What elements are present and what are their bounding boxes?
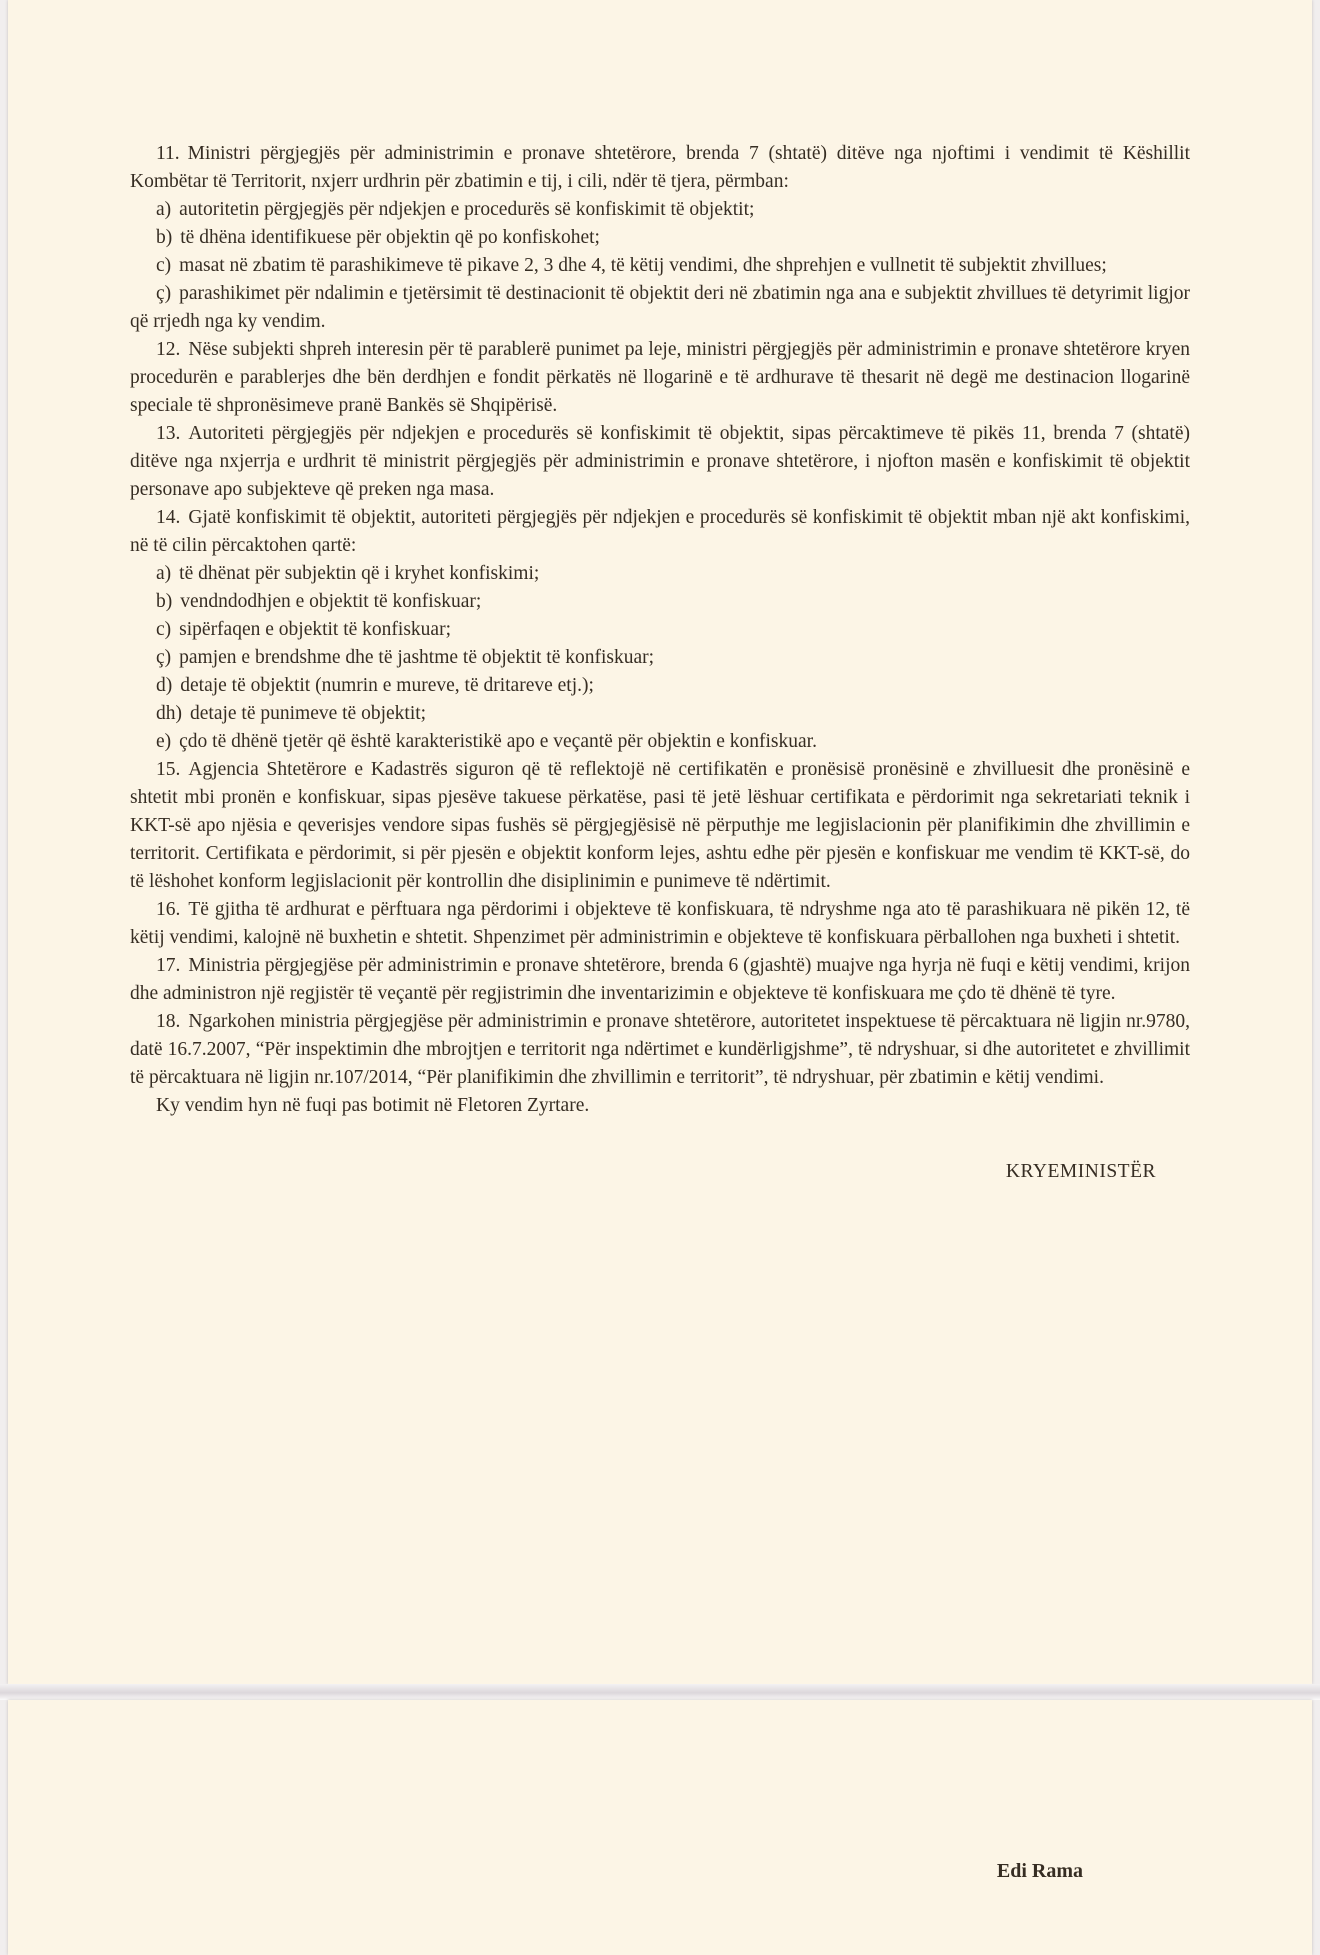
page-separator — [0, 1684, 1320, 1700]
paragraph — [130, 1008, 1190, 1092]
paragraph-text: të dhëna identifikuese për objektin që po konfiskohet; — [180, 227, 600, 248]
paragraph-label: a) — [156, 199, 172, 220]
paragraph — [130, 672, 1190, 700]
paragraph-label: 17. — [156, 955, 181, 976]
paragraph-label: c) — [156, 255, 172, 276]
paragraph — [130, 336, 1190, 420]
paragraph-label: 12. — [156, 339, 181, 360]
paragraph-text: detaje të objektit (numrin e mureve, të dritareve etj.); — [180, 675, 594, 696]
paragraph-label: 13. — [156, 423, 181, 444]
paragraph-label: ç) — [156, 647, 172, 668]
paragraph-text: Agjencia Shtetërore e Kadastrës siguron që të reflektojë në certifikatën e pronësisë pronësinë e zhvilluesit dhe pronësinë e shtetit mbi pronën e konfiskuar, sipas pjesëve takuese përkatëse, pasi të jetë lëshuar certifikata e përdorimit nga sekretariati teknik i KKT-së apo njësia e qeverisjes vendore sipas fushës së përgjegjësisë në përputhje me legjislacionin për planifikimin dhe zhvillimin e territorit. Certifikata e përdorimit, si për pjesën e objektit konform lejes, ashtu edhe për pjesën e konfiskuar me vendim të KKT-së, do të lëshohet konform legjislacionit për kontrollin dhe disiplinimin e punimeve të ndërtimit. — [130, 759, 1190, 892]
paragraph-text: autoritetin përgjegjës për ndjekjen e procedurës së konfiskimit të objektit; — [179, 199, 755, 220]
paragraph-label: 18. — [156, 1011, 181, 1032]
paragraph-label: 11. — [156, 143, 180, 164]
paragraph-label: dh) — [156, 703, 182, 724]
paragraph — [130, 728, 1190, 756]
paragraph — [130, 756, 1190, 896]
paragraph — [130, 644, 1190, 672]
paragraph-text: pamjen e brendshme dhe të jashtme të objektit të konfiskuar; — [179, 647, 655, 668]
paragraph-text: vendndodhjen e objektit të konfiskuar; — [180, 591, 482, 612]
paragraph-text: Të gjitha të ardhurat e përftuara nga përdorimi i objekteve të konfiskuara, të ndryshme nga ato të parashikuara në pikën 12, të këtij vendimi, kalojnë në buxhetin e shtetit. Shpenzimet për administrimin e objekteve të konfiskuara përballohen nga buxheti i shtetit. — [130, 899, 1190, 948]
paragraph-label: a) — [156, 563, 172, 584]
paragraph-text: të dhënat për subjektin që i kryhet konfiskimi; — [179, 563, 540, 584]
signature-name: Edi Rama — [996, 1860, 1083, 1882]
paragraph-text: Ministri përgjegjës për administrimin e pronave shtetërore, brenda 7 (shtatë) ditëve nga njoftimi i vendimit të Këshillit Kombëtar të Territorit, nxjerr urdhrin për zbatimin e tij, i cili, ndër të tjera, përmban: — [130, 143, 1190, 192]
signature-title: KRYEMINISTËR — [1005, 1161, 1156, 1182]
paragraph — [130, 504, 1190, 560]
paragraph-text: parashikimet për ndalimin e tjetërsimit të destinacionit të objektit deri në zbatimin nga ana e subjektit zhvillues të detyrimit ligjor që rrjedh nga ky vendim. — [130, 283, 1190, 332]
paragraph-label: c) — [156, 619, 172, 640]
paragraph — [130, 140, 1190, 196]
paragraph-label: b) — [156, 591, 173, 612]
paragraph-text: sipërfaqen e objektit të konfiskuar; — [179, 619, 451, 640]
paragraph — [130, 952, 1190, 1008]
paragraph — [130, 196, 1190, 224]
paragraph-text: Autoriteti përgjegjës për ndjekjen e procedurës së konfiskimit të objektit, sipas përcaktimeve të pikës 11, brenda 7 (shtatë) ditëve nga nxjerrja e urdhrit të ministrit përgjegjës për administrimin e pronave shtetërore, i njofton masën e konfiskimit të objektit personave apo subjekteve që preken nga masa. — [130, 423, 1190, 500]
paragraph-text: masat në zbatim të parashikimeve të pikave 2, 3 dhe 4, të këtij vendimi, dhe shprehjen e vullnetit të subjektit zhvillues; — [179, 255, 1107, 276]
paragraph-label: ç) — [156, 283, 172, 304]
paragraph-label: e) — [156, 731, 172, 752]
paragraph — [130, 252, 1190, 280]
paragraph-label: 15. — [156, 759, 181, 780]
paragraph-text: Ngarkohen ministria përgjegjëse për administrimin e pronave shtetërore, autoritetet inspektuese të përcaktuara në ligjin nr.9780, datë 16.7.2007, “Për inspektimin dhe mbrojtjen e territorit nga ndërtimet e kundërligjshme”, të ndryshuar, si dhe autoritetet e zhvillimit të përcaktuara në ligjin nr.107/2014, “Për planifikimin dhe zhvillimin e territorit”, të ndryshuar, për zbatimin e këtij vendimi. — [130, 1011, 1190, 1088]
paragraph-text: Nëse subjekti shpreh interesin për të parablerë punimet pa leje, ministri përgjegjës për administrimin e pronave shtetërore kryen procedurën e parablerjes dhe bën derdhjen e fondit përkatës në llogarinë e të ardhurave të thesarit në degë me destinacion llogarinë speciale të shpronësimeve pranë Bankës së Shqipërisë. — [130, 339, 1190, 416]
paragraph-label: 16. — [156, 899, 181, 920]
paragraph — [130, 420, 1190, 504]
paragraph-text: Ky vendim hyn në fuqi pas botimit në Fletoren Zyrtare. — [156, 1095, 590, 1116]
paragraph-text: Ministria përgjegjëse për administrimin e pronave shtetërore, brenda 6 (gjashtë) muajve nga hyrja në fuqi e këtij vendimi, krijon dhe administron një regjistër të veçantë për regjistrimin dhe inventarizimin e objekteve të konfiskuara me çdo të dhënë të tyre. — [130, 955, 1190, 1004]
document-page-1 — [8, 0, 1312, 1684]
paragraph — [130, 700, 1190, 728]
paragraph — [130, 588, 1190, 616]
paragraph — [130, 224, 1190, 252]
paragraph-label: 14. — [156, 507, 181, 528]
paragraph-label: b) — [156, 227, 173, 248]
paragraph — [130, 896, 1190, 952]
document-page-2 — [8, 1700, 1312, 1955]
paragraph — [130, 560, 1190, 588]
document-body — [8, 0, 1312, 1120]
paragraph — [130, 616, 1190, 644]
paragraph-text: detaje të punimeve të objektit; — [190, 703, 427, 724]
paragraph-text: çdo të dhënë tjetër që është karakteristikë apo e veçantë për objektin e konfiskuar. — [179, 731, 817, 752]
paragraph-text: Gjatë konfiskimit të objektit, autoriteti përgjegjës për ndjekjen e procedurës së konfiskimit të objektit mban një akt konfiskimi, në të cilin përcaktohen qartë: — [130, 507, 1190, 556]
paragraph — [130, 1092, 1190, 1120]
paragraph-label: d) — [156, 675, 173, 696]
paragraph — [130, 280, 1190, 336]
